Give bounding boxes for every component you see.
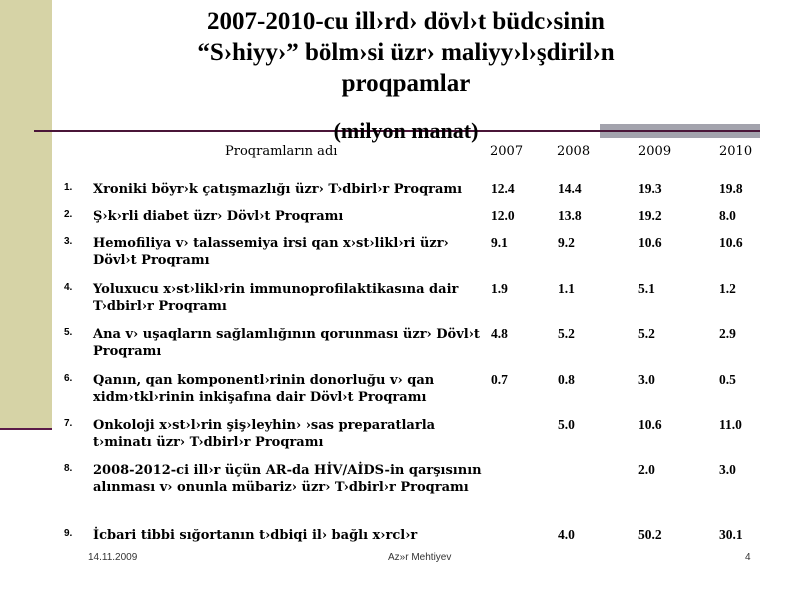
program-name-line-2: Dövl›t Proqramı: [93, 253, 210, 268]
value-2007: 9.1: [491, 235, 508, 250]
value-2010: 1.2: [719, 281, 736, 296]
footer-page-number: 4: [745, 552, 751, 563]
program-name-line-2: t›minatı üzr› T›dbirl›r Proqramı: [93, 435, 324, 450]
row-number: 3.: [64, 236, 73, 247]
value-2010: 8.0: [719, 208, 736, 223]
value-2008: 13.8: [558, 208, 582, 223]
value-2008: 5.0: [558, 417, 575, 432]
value-2009: 10.6: [638, 417, 662, 432]
program-name-line-2: xidm›tkl›rinin inkişafına dair Dövl›t Proqramı: [93, 390, 427, 405]
row-number: 7.: [64, 418, 73, 429]
program-name-line-1: Ş›k›rli diabet üzr› Dövl›t Proqramı: [93, 209, 344, 224]
program-name-line-1: Xroniki böyr›k çatışmazlığı üzr› T›dbirl›r Proqramı: [93, 182, 463, 197]
value-2010: 30.1: [719, 527, 743, 542]
value-2007: 0.7: [491, 372, 508, 387]
title-line-2: “S›hiyy›” bölm›si üzr› maliyy›l›şdiril›n: [197, 39, 615, 66]
program-name-line-1: İcbari tibbi sığortanın t›dbiqi il› bağlı x›rcl›r: [93, 528, 418, 543]
value-2008: 5.2: [558, 326, 575, 341]
value-2009: 2.0: [638, 462, 655, 477]
program-name-line-1: Onkoloji x›st›l›rin şiş›leyhin› ›sas preparatlarla: [93, 418, 436, 433]
row-number: 1.: [64, 182, 73, 193]
value-2009: 5.2: [638, 326, 655, 341]
title-line-3: proqpamlar: [341, 70, 471, 97]
value-2010: 19.8: [719, 181, 743, 196]
value-2009: 19.3: [638, 181, 662, 196]
header-2008: 2008: [557, 144, 591, 159]
row-number: 9.: [64, 528, 73, 539]
program-name-line-1: Hemofiliya v› talassemiya irsi qan x›st›likl›ri üzr›: [93, 236, 449, 251]
header-2009: 2009: [638, 144, 672, 159]
value-2007: 4.8: [491, 326, 508, 341]
value-2010: 0.5: [719, 372, 736, 387]
header-2007: 2007: [490, 144, 524, 159]
header-2010: 2010: [719, 144, 753, 159]
value-2010: 3.0: [719, 462, 736, 477]
footer-date: 14.11.2009: [88, 552, 138, 563]
program-name-line-2: alınması v› onunla mübariz› üzr› T›dbirl›r Proqramı: [93, 480, 469, 495]
value-2009: 3.0: [638, 372, 655, 387]
value-2008: 1.1: [558, 281, 575, 296]
value-2007: 12.0: [491, 208, 515, 223]
title-line-1: 2007-2010-cu ill›rd› dövl›t büdc›sinin: [207, 8, 605, 35]
value-2009: 5.1: [638, 281, 655, 296]
program-name-line-1: Ana v› uşaqların sağlamlığının qorunması üzr› Dövl›t: [93, 327, 480, 342]
row-number: 4.: [64, 282, 73, 293]
value-2008: 4.0: [558, 527, 575, 542]
value-2009: 10.6: [638, 235, 662, 250]
value-2007: 1.9: [491, 281, 508, 296]
slide-title: [60, 6, 752, 99]
row-number: 2.: [64, 209, 73, 220]
left-accent-bar: [0, 0, 52, 430]
value-2008: 9.2: [558, 235, 575, 250]
slide-subtitle: (milyon manat): [333, 118, 479, 143]
value-2010: 10.6: [719, 235, 743, 250]
program-name-line-2: Proqramı: [93, 344, 162, 359]
program-name-line-1: 2008-2012-ci ill›r üçün AR-da HİV/AİDS-in qarşısının: [93, 463, 482, 478]
value-2007: 12.4: [491, 181, 515, 196]
left-bar-underline: [0, 428, 52, 430]
value-2008: 0.8: [558, 372, 575, 387]
value-2010: 2.9: [719, 326, 736, 341]
row-number: 6.: [64, 373, 73, 384]
value-2009: 19.2: [638, 208, 662, 223]
program-name-line-2: T›dbirl›r Proqramı: [93, 299, 227, 314]
program-name-line-1: Qanın, qan komponentl›rinin donorluğu v› qan: [93, 373, 435, 388]
footer-author: Az»r Mehtiyev: [388, 552, 452, 563]
program-name-line-1: Yoluxucu x›st›likl›rin immunoprofilaktikasına dair: [93, 282, 459, 297]
row-number: 8.: [64, 463, 73, 474]
value-2010: 11.0: [719, 417, 742, 432]
header-program-name: Proqramların adı: [225, 144, 338, 159]
row-number: 5.: [64, 327, 73, 338]
value-2008: 14.4: [558, 181, 582, 196]
value-2009: 50.2: [638, 527, 662, 542]
